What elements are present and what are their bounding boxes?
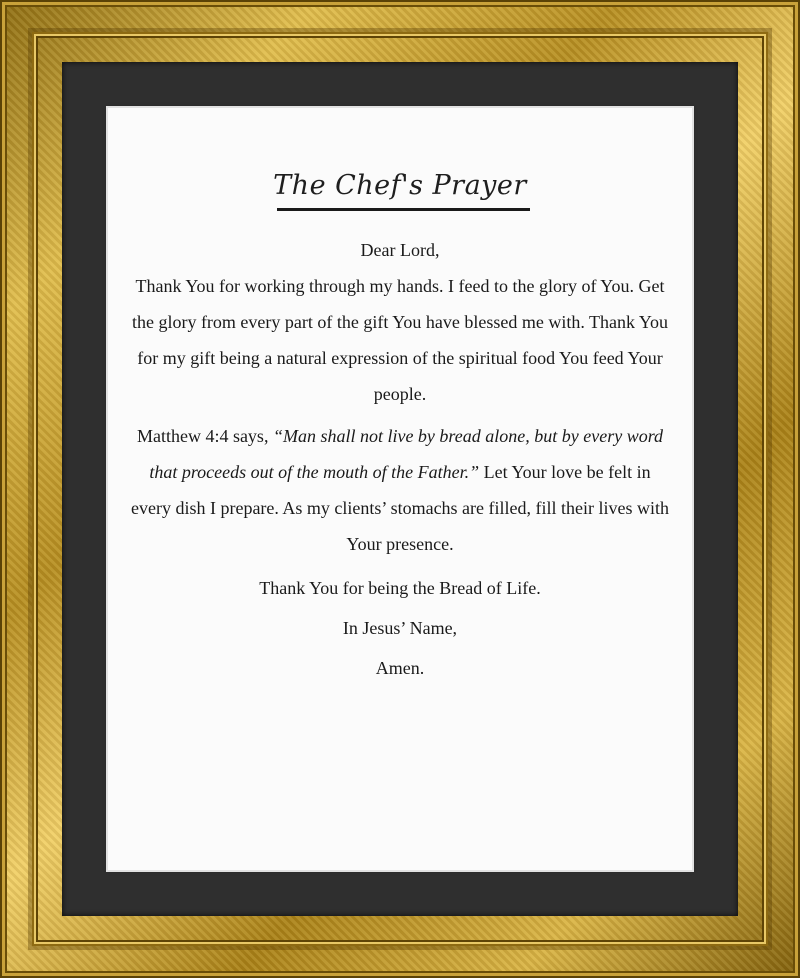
scripture-quote: “Man shall not live by bread alone, but by every word that proceeds out of the mouth of the Father.” [149, 426, 664, 482]
scripture-reference: Matthew 4:4 says, [136, 426, 273, 446]
prayer-in-name: In Jesus’ Name, [342, 618, 458, 638]
prayer-paragraph-1: Thank You for working through my hands. I feed to the glory of You. Get the glory from every part of the gift You have blessed me with. Thank You for my gift being a natural expression of the spiritual food You feed Your people. [131, 276, 669, 404]
prayer-paragraph-2 [130, 418, 670, 562]
prayer-title: The Chef's Prayer [273, 170, 527, 201]
prayer-text [130, 232, 670, 686]
prayer-greeting: Dear Lord, [360, 240, 440, 260]
prayer-closing-line: Thank You for being the Bread of Life. [259, 578, 541, 598]
prayer-paragraph-2-rest: Let Your love be felt in every dish I prepare. As my clients’ stomachs are filled, fill their lives with Your presence. [130, 462, 669, 554]
title-underline [277, 208, 530, 211]
prayer-amen: Amen. [375, 658, 425, 678]
